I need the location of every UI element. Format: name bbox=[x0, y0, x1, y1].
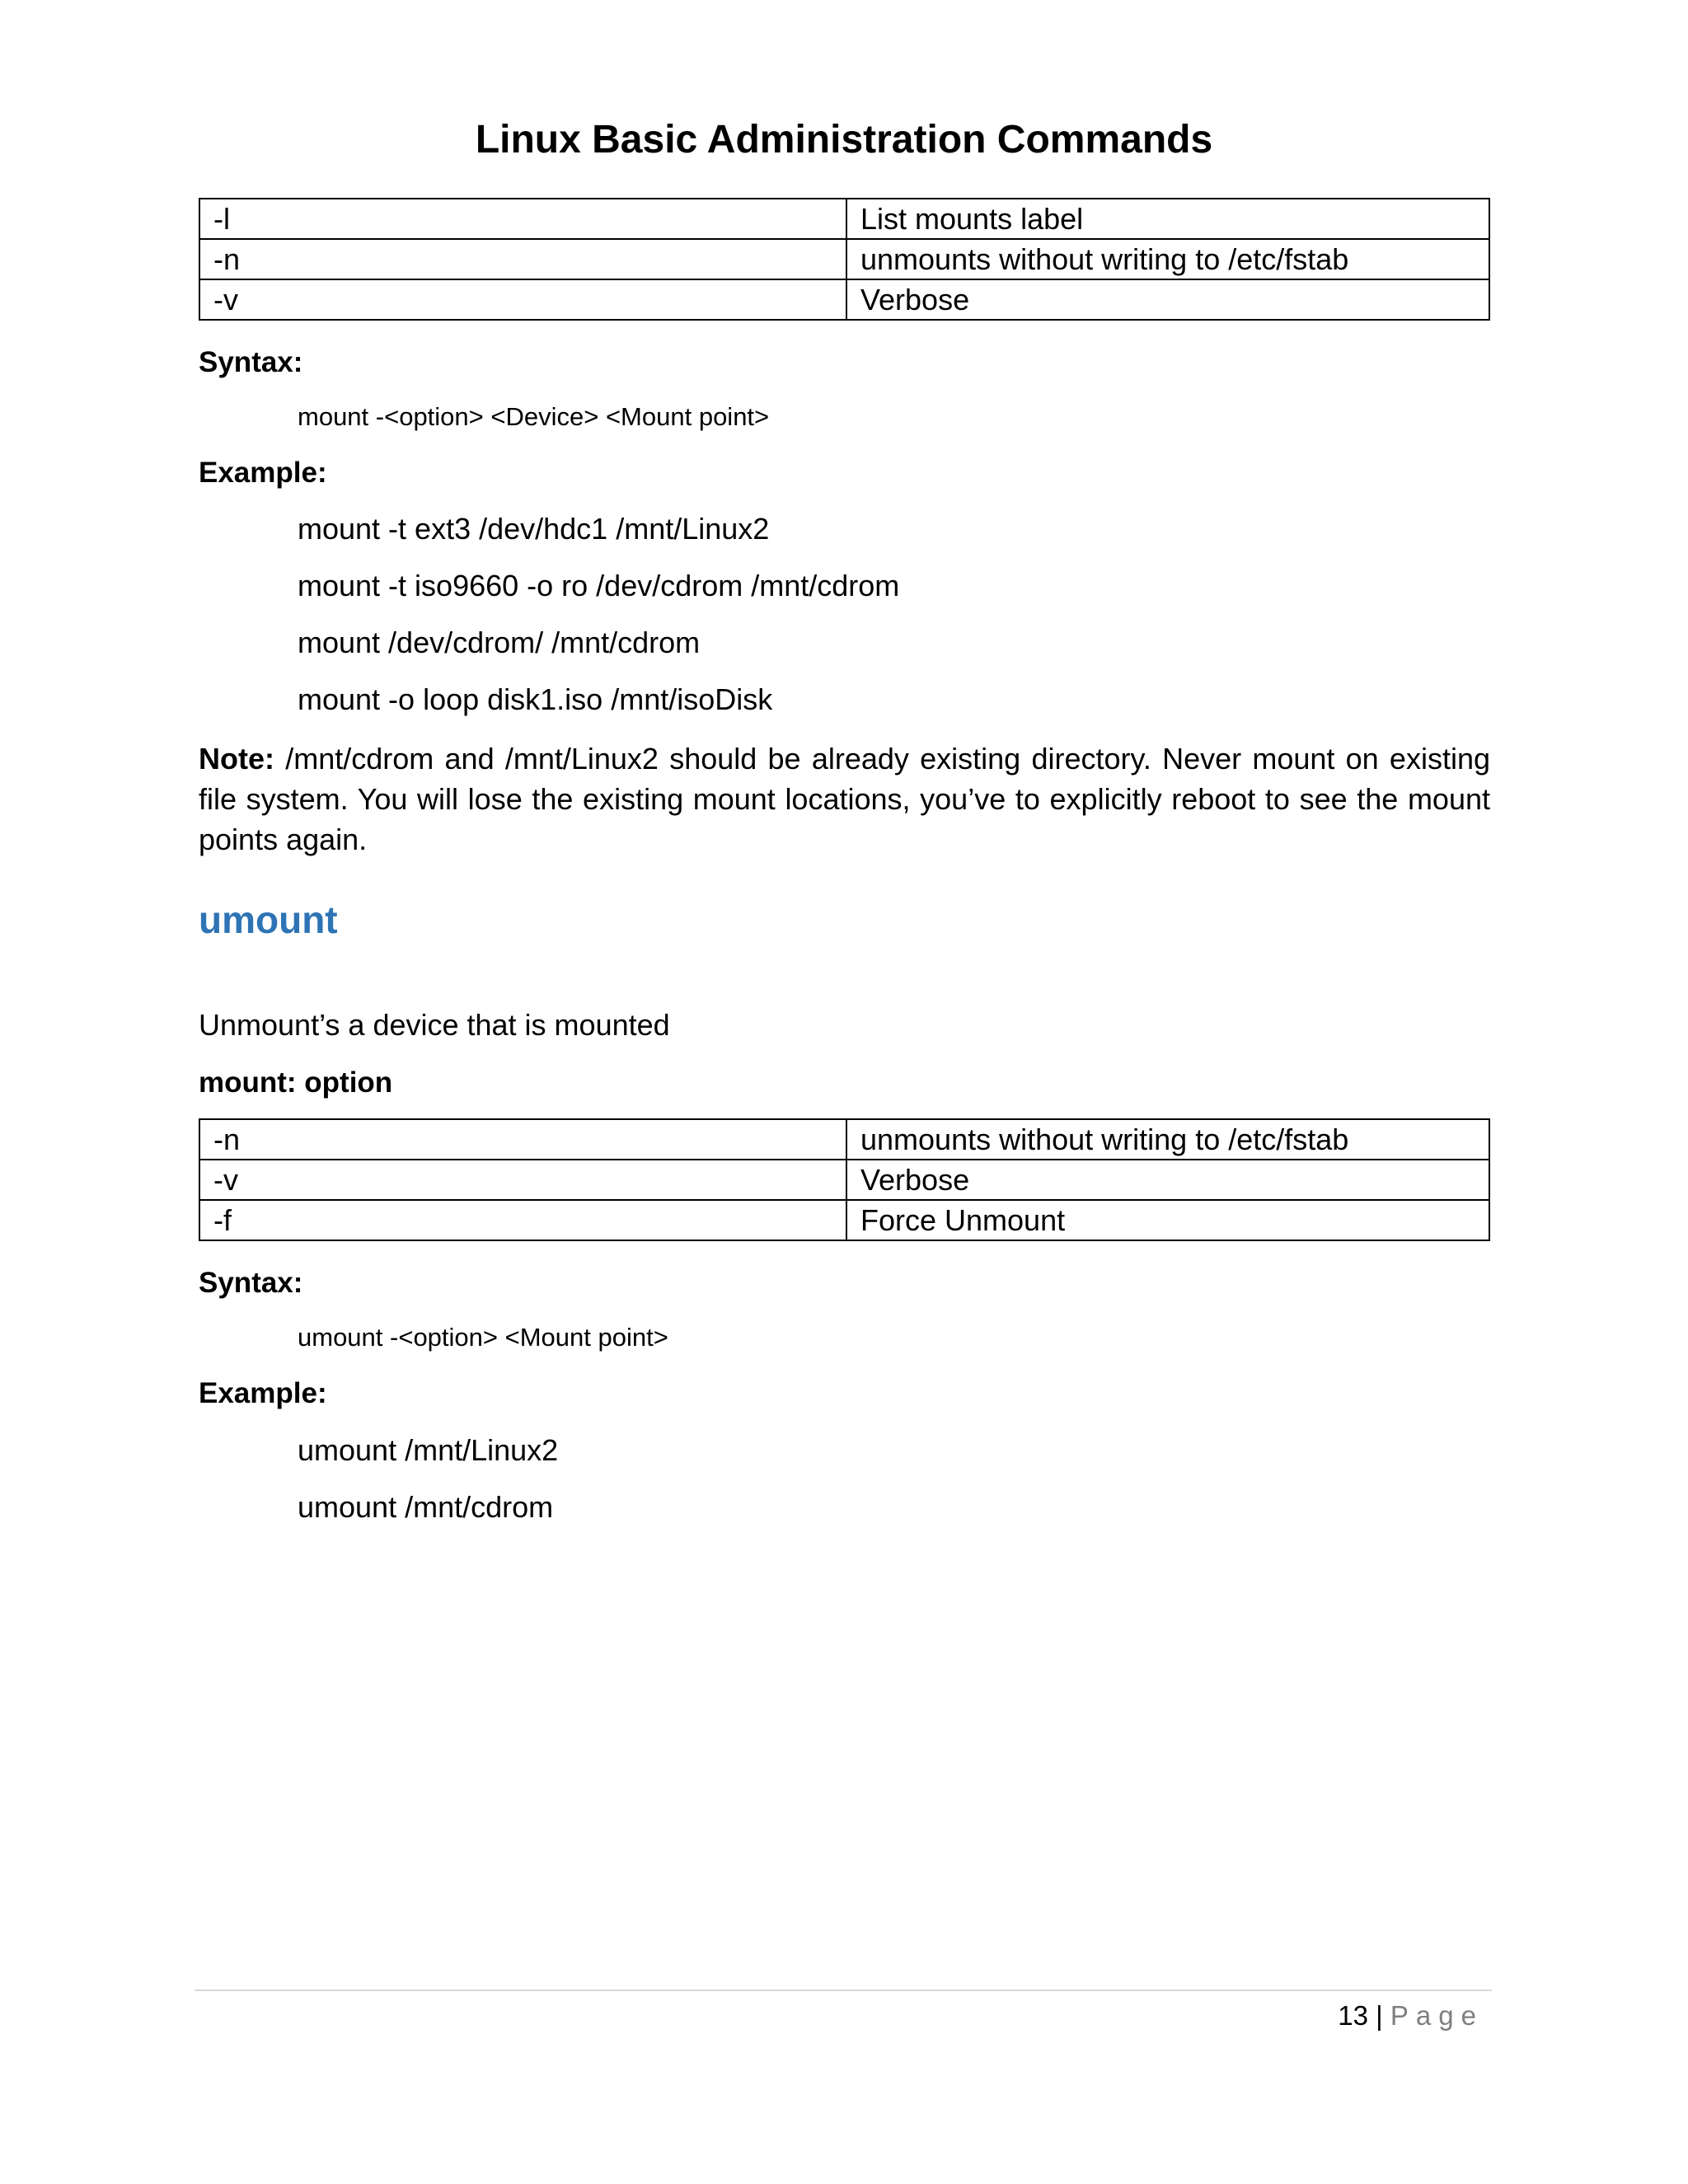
table-row bbox=[199, 239, 1489, 279]
page-title: Linux Basic Administration Commands bbox=[475, 118, 1213, 162]
description-cell: List mounts label bbox=[846, 199, 1489, 239]
umount-example-label: Example: bbox=[199, 1377, 327, 1409]
option-cell: -v bbox=[199, 279, 846, 320]
mount-example: mount /dev/cdrom/ /mnt/cdrom bbox=[298, 626, 701, 659]
page-word: Page bbox=[1390, 2000, 1484, 2031]
description-cell: Verbose bbox=[846, 1160, 1489, 1200]
umount-syntax-label: Syntax: bbox=[199, 1267, 303, 1299]
description-cell: unmounts without writing to /etc/fstab bbox=[846, 1119, 1489, 1160]
mount-options-table bbox=[199, 198, 1490, 321]
page-number: 13 bbox=[1338, 2000, 1368, 2031]
table-row bbox=[199, 1200, 1489, 1240]
option-cell: -n bbox=[199, 239, 846, 279]
table-row bbox=[199, 1119, 1489, 1160]
umount-example: umount /mnt/Linux2 bbox=[298, 1433, 559, 1467]
option-cell: -v bbox=[199, 1160, 846, 1200]
table-row bbox=[199, 199, 1489, 239]
note-text: /mnt/cdrom and /mnt/Linux2 should be already existing directory. Never mount on existing file system. You will lose the existing mount locations, you’ve to explicitly reboot to see the mount points again. bbox=[199, 742, 1490, 856]
table-row bbox=[199, 1160, 1489, 1200]
description-cell: Verbose bbox=[846, 279, 1489, 320]
mount-example: mount -o loop disk1.iso /mnt/isoDisk bbox=[298, 682, 773, 716]
umount-options-table bbox=[199, 1118, 1490, 1241]
umount-description: Unmount’s a device that is mounted bbox=[199, 1008, 670, 1042]
umount-example: umount /mnt/cdrom bbox=[298, 1490, 554, 1524]
option-cell: -l bbox=[199, 199, 846, 239]
table-row bbox=[199, 279, 1489, 320]
umount-syntax: umount -<option> <Mount point> bbox=[298, 1323, 668, 1352]
mount-syntax-label: Syntax: bbox=[199, 346, 303, 378]
note-label: Note: bbox=[199, 742, 274, 776]
description-cell: unmounts without writing to /etc/fstab bbox=[846, 239, 1489, 279]
page-footer bbox=[1338, 1998, 1484, 2034]
footer-separator: | bbox=[1376, 2000, 1383, 2031]
section-heading-umount: umount bbox=[199, 898, 338, 941]
footer-divider bbox=[195, 1990, 1492, 1991]
description-cell: Force Unmount bbox=[846, 1200, 1489, 1240]
umount-option-label: mount: option bbox=[199, 1066, 393, 1099]
mount-syntax: mount -<option> <Device> <Mount point> bbox=[298, 402, 770, 431]
mount-example-label: Example: bbox=[199, 457, 327, 489]
mount-example: mount -t ext3 /dev/hdc1 /mnt/Linux2 bbox=[298, 512, 770, 546]
option-cell: -n bbox=[199, 1119, 846, 1160]
mount-note bbox=[199, 738, 1490, 860]
option-cell: -f bbox=[199, 1200, 846, 1240]
mount-example: mount -t iso9660 -o ro /dev/cdrom /mnt/cdrom bbox=[298, 569, 900, 602]
